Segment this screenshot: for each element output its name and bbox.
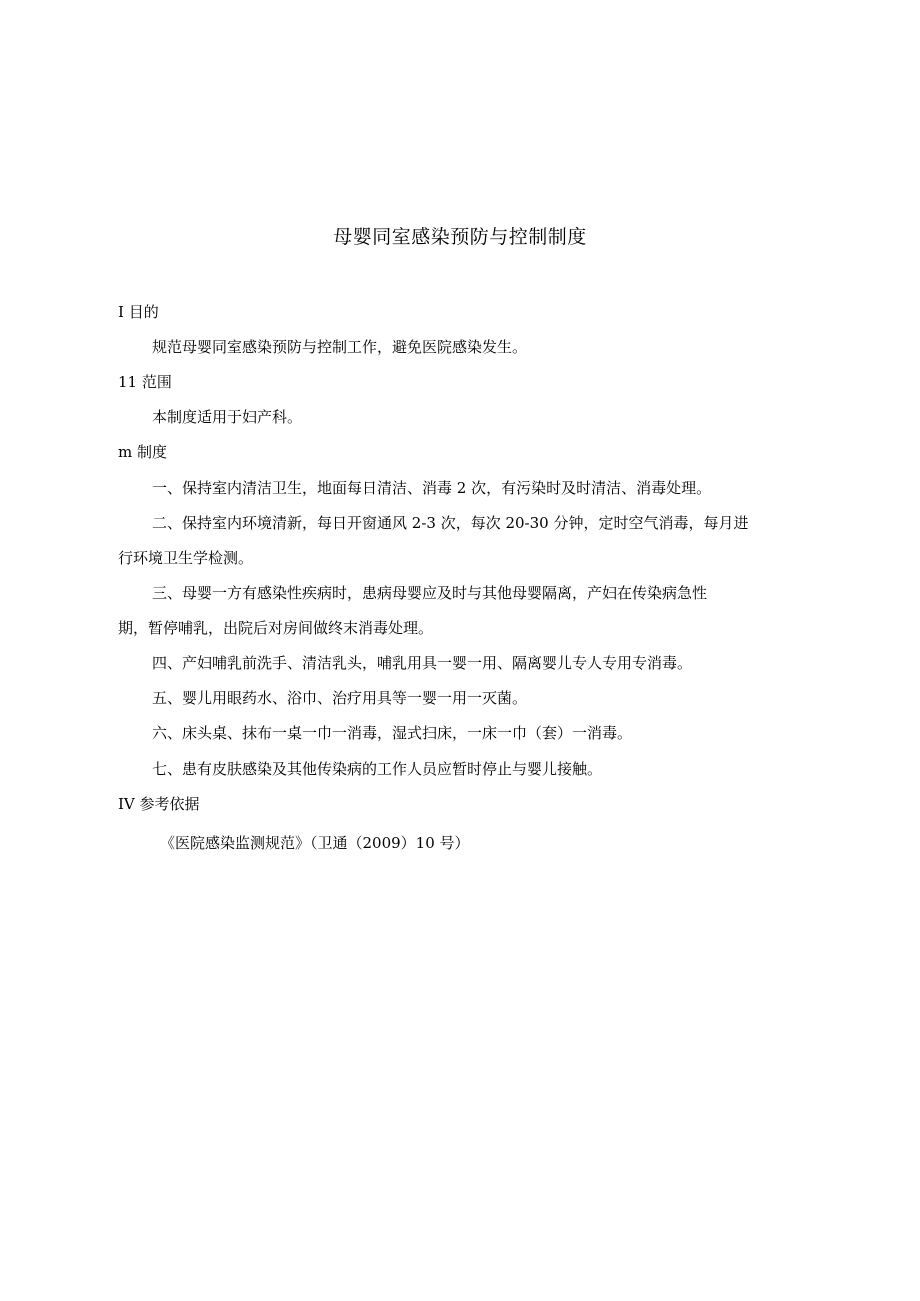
policy-item-7: 七、患有皮肤感染及其他传染病的工作人员应暂时停止与婴儿接触。 [152, 760, 603, 778]
section-heading-purpose: I 目的 [118, 303, 159, 321]
policy-item-3: 三、母婴一方有感染性疾病时，患病母婴应及时与其他母婴隔离，产妇在传染病急性 [152, 584, 708, 602]
policy-item-2-continued: 行环境卫生学检测。 [118, 549, 254, 567]
policy-item-6: 六、床头桌、抹布一桌一巾一消毒，湿式扫床，一床一巾（套）一消毒。 [152, 724, 633, 742]
purpose-text: 规范母婴同室感染预防与控制工作，避免医院感染发生。 [152, 338, 528, 356]
policy-item-3-continued: 期，暂停哺乳，出院后对房间做终末消毒处理。 [118, 619, 434, 637]
policy-item-5: 五、婴儿用眼药水、浴巾、治疗用具等一婴一用一灭菌。 [152, 689, 528, 707]
section-heading-policy: m 制度 [118, 443, 167, 461]
policy-item-1: 一、保持室内清洁卫生，地面每日清洁、消毒 2 次，有污染时及时清洁、消毒处理。 [152, 479, 712, 497]
policy-item-2: 二、保持室内环境清新，每日开窗通风 2-3 次，每次 20-30 分钟，定时空气消毒，每月进 [152, 514, 749, 532]
section-heading-reference: IV 参考依据 [118, 795, 200, 813]
page-title: 母婴同室感染预防与控制制度 [333, 226, 587, 248]
policy-item-4: 四、产妇哺乳前洗手、清洁乳头，哺乳用具一婴一用、隔离婴儿专人专用专消毒。 [152, 654, 693, 672]
section-heading-scope: 11 范围 [118, 373, 172, 391]
reference-text: 《医院感染监测规范》（卫通（2009）10 号） [160, 834, 470, 852]
scope-text: 本制度适用于妇产科。 [152, 408, 303, 426]
